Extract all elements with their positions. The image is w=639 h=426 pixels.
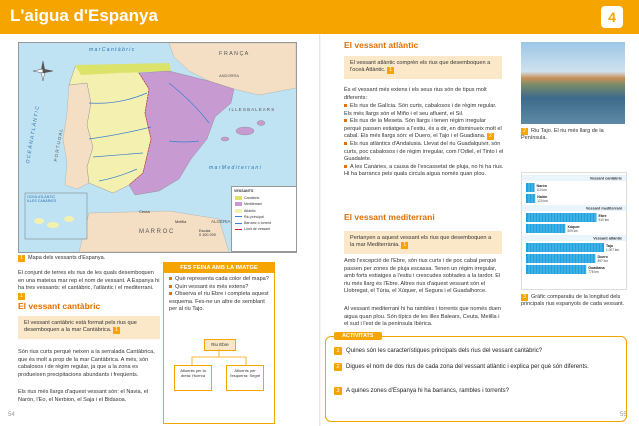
label-cantabric: m a r C a n t à b r i c [89, 47, 135, 53]
chart-bar-value: 120 km [537, 198, 548, 203]
label-ceuta: Ceuta [139, 209, 150, 214]
scheme-node-left-tributaries: Afluents per l'esquerra: Segre [226, 365, 264, 391]
bullet-andalusia: Els rius atlàntics d'Andalusia. Llevat del riu Guadalquivir, són curts, poc cabalosos i de règim irregular, com l'Odiel, el Tinto i el Guadalete. [344, 140, 504, 163]
river-length-chart [521, 172, 627, 290]
legend-swatch [235, 229, 242, 230]
chart-bar-value: 910 km [598, 217, 609, 222]
label-illes-balears: I L L E S B A L E A R S [229, 107, 275, 112]
chart-bar-label: Ebre [598, 213, 607, 218]
chapter-badge: 4 [601, 6, 623, 28]
intro-ref: 1 [18, 293, 25, 300]
label-melilla: Melilla [175, 219, 187, 224]
river-length-chart-svg [522, 173, 626, 289]
chart-group-label: Vessant atlàntic [593, 236, 622, 241]
chart-group-label: Vessant cantàbric [589, 176, 622, 181]
label-andorra: ANDORRA [219, 73, 240, 78]
legend-title: VESSANTS [234, 189, 254, 193]
label-franca: F R A N Ç A [219, 51, 249, 57]
image-exercise-box [163, 262, 275, 424]
legend-item: Mediterrani [235, 201, 296, 207]
exercise-q2: Quin vessant és més extens? [169, 284, 269, 292]
cantabric-paragraph-2: Els rius més llargs d'aquest vessant són: el Navia, el Narón, l'Eo, el Nerbion, el Saja i el Bidasoa. [18, 389, 149, 403]
tajo-river-photo [521, 42, 625, 124]
chart-bar-label: Xúquer [567, 224, 580, 229]
image-exercise-title: FES FEINA AMB LA IMATGE [164, 263, 274, 273]
page-number-left: 54 [8, 412, 15, 418]
atlantic-bullets [344, 103, 504, 179]
section-atlantic-title: El vessant atlàntic [344, 40, 419, 50]
chart-bar-label: Guadiana [588, 265, 605, 270]
chart-bar-label: Tajo [606, 243, 614, 248]
activities-box [325, 333, 627, 422]
fig1-number: 1 [18, 255, 25, 262]
scheme-root: Riu Ebre [204, 339, 236, 351]
map-scale: Escala 0 100 200 [199, 229, 216, 237]
exercise-q1: Què representa cada color del mapa? [169, 276, 269, 284]
chart-bar-label: Narón [536, 183, 547, 188]
legend-item: Cantàbric [235, 195, 296, 201]
page-gutter [319, 34, 321, 426]
chart-bar [526, 194, 535, 203]
atlantic-intro: És el vessant més extens i els seus rius són de tipus molt diferents: [344, 87, 487, 101]
scheme-node-right-tributaries: Afluents per la dreta: Huerva [174, 365, 212, 391]
fig3-caption: 3 Gràfic comparatiu de la longitud dels principals rius espanyols de cada vessant. [521, 294, 625, 307]
label-ocea-atlantic: O C E À N A T L À N T I C [25, 105, 42, 165]
legend-swatch [235, 209, 242, 213]
intro-paragraph: El conjunt de terres els rius de les quals desemboquen en una mateixa mar rep el nom de vessant. A Espanya hi ha tres vessants: el cantàbric, l'atlàntic i el mediterrani. 1 [18, 270, 160, 299]
legend-item: Barranc o torrent [235, 220, 296, 226]
section-cantabric-title: El vessant cantàbric [18, 301, 101, 311]
legend-swatch [235, 196, 242, 200]
mediterranean-highlight: Pertanyen a aquest vessant els rius que desemboquen a la mar Mediterrània. 1 [344, 231, 502, 254]
chart-bar-value: 509 km [567, 228, 578, 233]
activity-1: 1 Quines són les característiques principals dels rius del vessant cantàbric? [334, 347, 606, 356]
label-canaries: OCEÀ ATLÀNTIC ILLES CANÀRIES [27, 195, 57, 203]
chart-bar-value: 1.007 km [606, 247, 620, 252]
chart-bar-value: 110 km [536, 187, 547, 192]
atlantic-highlight: El vessant atlàntic comprèn els rius que desemboquen a l'oceà Atlàntic. 1 [344, 56, 502, 79]
page-number-right: 55 [620, 412, 627, 418]
cantabric-paragraph-1: Són rius curts perquè neixen a la serralada Cantàbrica, que és molt a prop de la mar Cantàbrica. A més, són cabalosos i de règim regular, ja que a la zona es produeixen precipitacions abundants i freqüents. [18, 349, 155, 378]
legend-item: Riu principal [235, 214, 296, 220]
legend-swatch [235, 202, 242, 206]
activity-3: 3 A quines zones d'Espanya hi ha barrancs, rambles i torrents? [334, 387, 606, 396]
activity-2: 2 Digues el nom de dos rius de cada zona del vessant atlàntic i explica per què són diferents. [334, 363, 606, 372]
bullet-meseta: Els rius de la Meseta. Són llargs i tenen règim irregular perquè passen estiatges a l'estiu, és a dir, en disminueix molt el cabal. Els més llargs són: el Duero, el Tajo i el Guadiana. 2 [344, 118, 502, 140]
chart-bar-value: 778 km [588, 269, 599, 274]
bullet-galicia: Els rius de Galícia. Són curts, cabalosos i de règim regular. Els més llargs són el Miño i el seu afluent, el Sil. [344, 103, 497, 117]
legend-item: Límit de vessant [235, 226, 296, 232]
chart-bar-label: Duero [597, 254, 608, 259]
chart-bar-label: Nalón [537, 194, 548, 199]
map-legend [231, 186, 297, 252]
chart-bar [526, 183, 535, 192]
legend-swatch [235, 223, 242, 224]
activities-label: ACTIVITATS [334, 332, 382, 340]
exercise-q3: Observa el riu Ebre i completa aquest esquema. Fes-ne un altre de semblant per al riu Tajo. [169, 291, 269, 313]
mediterranean-paragraph-2: Al vessant mediterrani hi ha rambles i torrents que només duen aigua quan plou. Són típics de les illes Balears, Ceuta, Melilla i el sud i l'est de la península Ibèrica. [344, 306, 502, 328]
mediterranean-paragraph-1: Amb l'excepció de l'Ebre, són rius curts i de poc cabal perquè passen per zones de pluja escassa. Tenen un règim irregular, amb forts estiatges a l'estiu i crescudes sobtades a la tardor. El riu més llarg és l'Ebre. Altres rius d'aquest vessant són el Llobregat, el Túria, el Xúquer, el Segura i el Guadalhorce. [344, 258, 501, 295]
label-algeria: ALGÈRIA [211, 219, 231, 224]
cantabric-highlight: El vessant cantàbric està format pels rius que desemboquen a la mar Cantàbrica. 1 [18, 316, 160, 339]
section-mediterranean-title: El vessant mediterrani [344, 212, 435, 222]
fig2-caption: 2 Riu Tajo. El riu més llarg de la Península. [521, 128, 604, 141]
label-portugal: P O R T U G A L [53, 128, 64, 162]
chart-bar-value: 897 km [597, 258, 608, 263]
fig1-caption: 1 Mapa dels vessants d'Espanya. [18, 255, 105, 262]
chart-group-label: Vessant mediterrani [585, 206, 622, 211]
label-mediterrani: m a r M e d i t e r r a n i [209, 165, 261, 171]
bullet-canaries: A les Canàries, a causa de l'escassetat de pluja, no hi ha rius. Hi ha barrancs pels quals circula aigua només quan plou. [344, 163, 504, 178]
label-marroc: M A R R O C [139, 229, 174, 235]
chart-bar [526, 254, 595, 263]
page-title: L'aigua d'Espanya [10, 6, 158, 25]
legend-swatch [235, 216, 242, 217]
legend-item: Atlàntic [235, 208, 296, 214]
